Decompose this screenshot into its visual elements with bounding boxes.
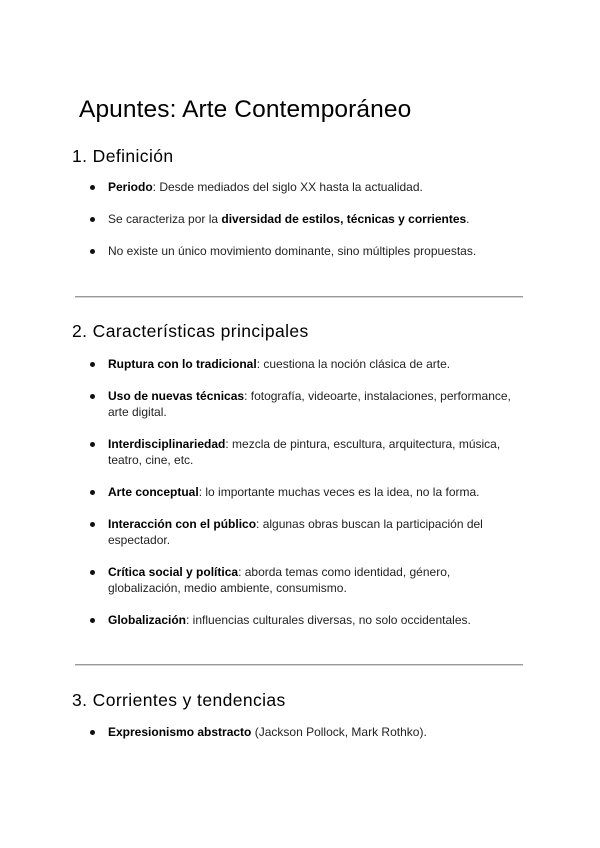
bullet-icon <box>90 490 95 495</box>
bullet-icon <box>90 570 95 575</box>
list-item <box>90 388 520 420</box>
document-title: Apuntes: Arte Contemporáneo <box>79 96 412 123</box>
section-heading-definicion: 1. Definición <box>72 146 174 166</box>
bullet-icon <box>90 394 95 399</box>
section-heading-caracteristicas: 2. Características principales <box>72 321 309 341</box>
list-item <box>90 211 520 227</box>
list-item <box>90 356 520 372</box>
item-description: : lo importante muchas veces es la idea, no la forma. <box>198 485 480 499</box>
item-description: (Jackson Pollock, Mark Rothko). <box>251 725 427 739</box>
item-term: Arte conceptual <box>108 485 199 499</box>
item-description: : aborda temas como identidad, género, globalización, medio ambiente, consumismo. <box>108 565 451 595</box>
list-item-text <box>108 179 518 195</box>
item-description: : Desde mediados del siglo XX hasta la actualidad. <box>152 180 423 194</box>
section-heading-corrientes: 3. Corrientes y tendencias <box>72 690 286 710</box>
section-divider <box>75 296 523 298</box>
item-description: : cuestiona la noción clásica de arte. <box>256 357 451 371</box>
item-term: Interacción con el público <box>108 517 257 531</box>
list-item-text <box>108 356 518 372</box>
bullet-icon <box>90 217 95 222</box>
list-item <box>90 612 520 628</box>
item-description: : influencias culturales diversas, no solo occidentales. <box>186 613 471 627</box>
list-item <box>90 484 520 500</box>
bullet-icon <box>90 730 95 735</box>
item-term: diversidad de estilos, técnicas y corrientes <box>221 212 467 226</box>
item-description: : mezcla de pintura, escultura, arquitectura, música, teatro, cine, etc. <box>108 437 501 467</box>
item-description: : algunas obras buscan la participación del espectador. <box>108 517 483 547</box>
item-term: Crítica social y política <box>108 565 239 579</box>
list-item-text <box>108 211 518 227</box>
list-item <box>90 436 520 468</box>
list-item-text <box>108 564 518 596</box>
list-item <box>90 243 520 259</box>
list-item-text <box>108 612 518 628</box>
list-item-text <box>108 484 518 500</box>
item-term: Interdisciplinariedad <box>108 437 226 451</box>
item-description: No existe un único movimiento dominante, sino múltiples propuestas. <box>108 244 477 258</box>
bullet-icon <box>90 362 95 367</box>
bullet-icon <box>90 618 95 623</box>
list-item-text <box>108 516 518 548</box>
item-prefix: Se caracteriza por la <box>108 212 222 226</box>
list-item-text <box>108 243 518 259</box>
list-item-text <box>108 436 518 468</box>
list-item-text <box>108 388 518 420</box>
bullet-icon <box>90 185 95 190</box>
item-term: Uso de nuevas técnicas <box>108 389 245 403</box>
item-term: Expresionismo abstracto <box>108 725 252 739</box>
list-item <box>90 724 520 740</box>
item-description: : fotografía, videoarte, instalaciones, performance, arte digital. <box>108 389 511 419</box>
section-divider <box>75 664 523 666</box>
list-item <box>90 516 520 548</box>
bullet-icon <box>90 249 95 254</box>
item-term: Periodo <box>108 180 153 194</box>
list-item <box>90 564 520 596</box>
bullet-icon <box>90 522 95 527</box>
list-item <box>90 179 520 195</box>
item-term: Ruptura con lo tradicional <box>108 357 257 371</box>
bullet-icon <box>90 442 95 447</box>
item-term: Globalización <box>108 613 187 627</box>
item-description: . <box>466 212 470 226</box>
list-item-text <box>108 724 518 740</box>
